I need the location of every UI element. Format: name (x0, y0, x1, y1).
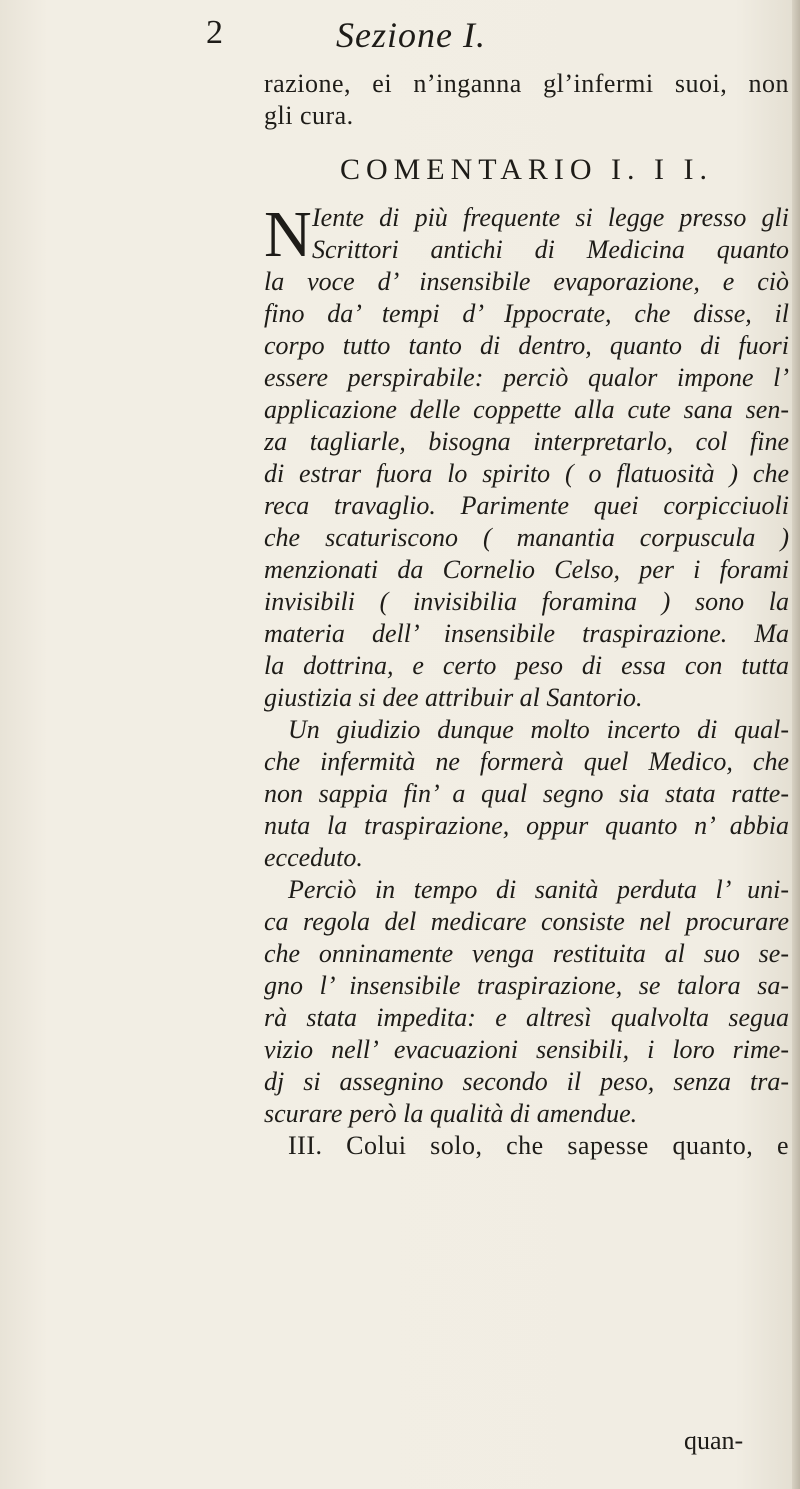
text-line: Scrittori antichi di Medicina quanto (312, 235, 789, 264)
text-line: ca regola del medicare consiste nel procurare (264, 907, 789, 936)
text-line: scurare però la qualità di amendue. (264, 1099, 638, 1128)
text-line: ecceduto. (264, 843, 363, 872)
text-line: za tagliarle, bisogna interpretarlo, col fine (264, 427, 789, 456)
text-line: III. Colui solo, che sapesse quanto, e (288, 1131, 789, 1160)
text-line: la voce d’ insensibile evaporazione, e ciò (264, 267, 789, 296)
text-line: dj si assegnino secondo il peso, senza tra- (264, 1067, 789, 1096)
text-line: gno l’ insensibile traspirazione, se talora sa- (264, 971, 789, 1000)
paragraph-2 (264, 714, 789, 874)
page-header (0, 14, 800, 60)
text-line: corpo tutto tanto di dentro, quanto di fuori (264, 331, 789, 360)
text-line: fino da’ tempi d’ Ippocrate, che disse, il (264, 299, 789, 328)
text-line: vizio nell’ evacuazioni sensibili, i loro rime- (264, 1035, 789, 1064)
running-head: Sezione I. (336, 15, 486, 55)
text-line: razione, ei n’inganna gl’infermi suoi, non (264, 69, 789, 98)
page-number: 2 (206, 14, 223, 51)
text-line: gli cura. (264, 101, 354, 130)
drop-cap: N (264, 198, 312, 271)
text-line: che onninamente venga restituita al suo se- (264, 939, 789, 968)
section-heading: COMENTARIO I. I I. (339, 153, 714, 186)
text-line: la dottrina, e certo peso di essa con tutta (264, 651, 789, 680)
text-line: materia dell’ insensibile traspirazione. Ma (264, 619, 789, 648)
text-line: Perciò in tempo di sanità perduta l’ uni- (288, 875, 789, 904)
text-line: rà stata impedita: e altresì qualvolta segua (264, 1003, 789, 1032)
paragraph-3 (264, 874, 789, 1130)
text-line: applicazione delle coppette alla cute sana sen- (264, 395, 789, 424)
text-line: Un giudizio dunque molto incerto di qual- (288, 715, 789, 744)
text-line: che infermità ne formerà quel Medico, che (264, 747, 789, 776)
text-line: giustizia si dee attribuir al Santorio. (264, 683, 643, 712)
page-edge-shadow (792, 0, 800, 1489)
text-line: non sappia fin’ a qual segno sia stata ratte- (264, 779, 789, 808)
paragraph-1 (264, 198, 789, 714)
text-line: essere perspirabile: perciò qualor impone l’ (264, 363, 789, 392)
text-line: Iente di più frequente si legge presso gli (312, 203, 789, 232)
text-block (264, 68, 789, 1162)
catchword: quan- (684, 1426, 744, 1455)
text-line: invisibili ( invisibilia foramina ) sono la (264, 587, 789, 616)
text-line: di estrar fuora lo spirito ( o flatuosità ) che (264, 459, 789, 488)
text-line: nuta la traspirazione, oppur quanto n’ abbia (264, 811, 789, 840)
text-line: reca travaglio. Parimente quei corpicciuoli (264, 491, 789, 520)
text-line: che scaturiscono ( manantia corpuscula ) (264, 523, 789, 552)
text-line: menzionati da Cornelio Celso, per i forami (264, 555, 789, 584)
